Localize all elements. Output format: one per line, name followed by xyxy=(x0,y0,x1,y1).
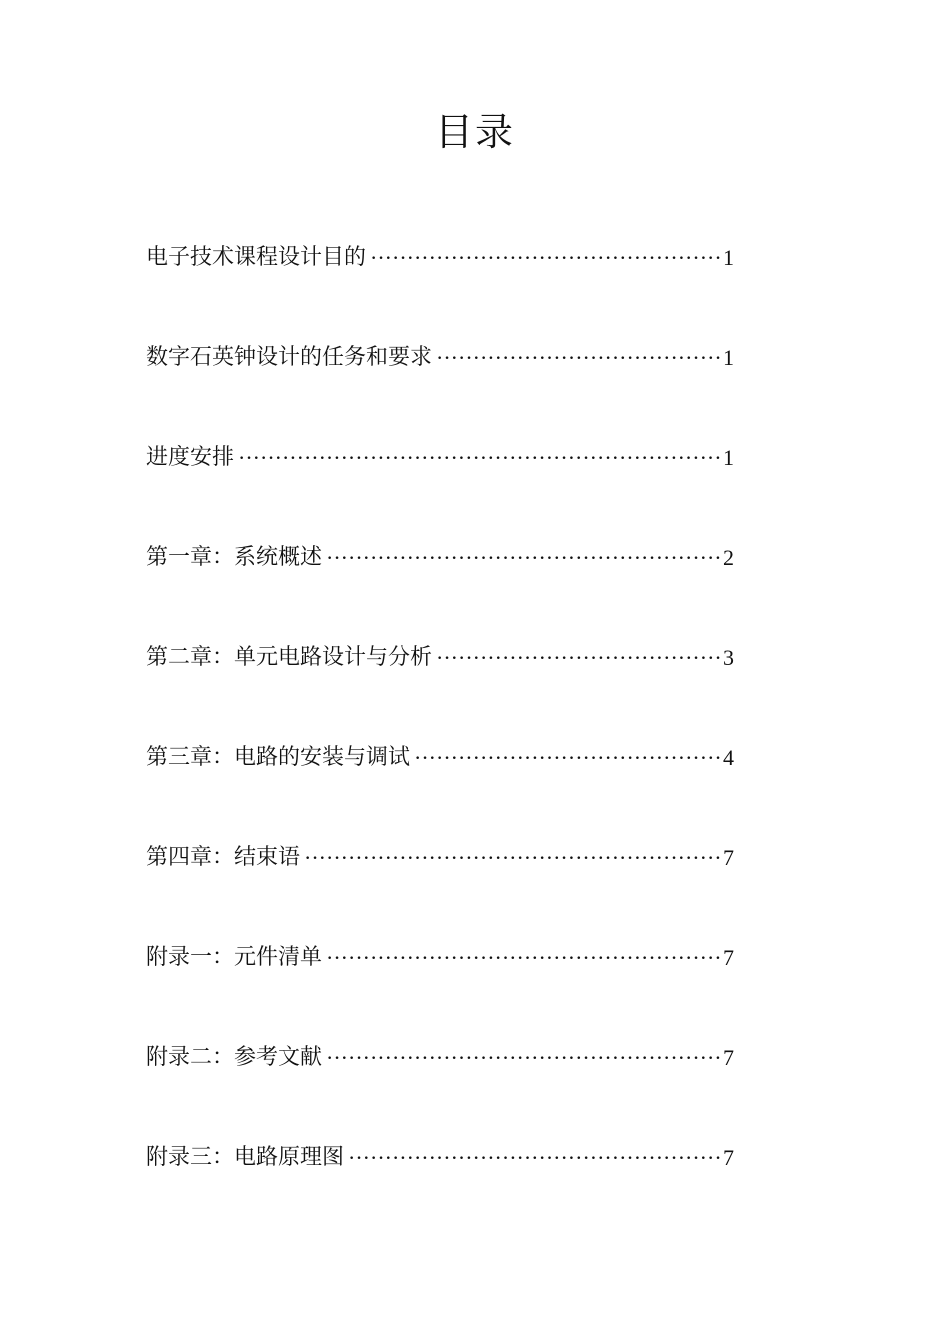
page-title: 目录 xyxy=(434,110,515,154)
toc-entry-label: 第四章：结束语 xyxy=(146,845,301,870)
toc-entry[interactable] xyxy=(146,438,734,538)
table-of-contents xyxy=(146,238,734,1238)
toc-dot-leader xyxy=(326,1038,721,1078)
toc-page-number: 7 xyxy=(723,1045,734,1070)
toc-entry[interactable] xyxy=(146,1138,734,1238)
toc-entry[interactable] xyxy=(146,538,734,638)
toc-dot-leader xyxy=(348,1138,721,1178)
toc-entry-label: 进度安排 xyxy=(146,445,235,470)
toc-entry-label: 附录一：元件清单 xyxy=(146,945,323,970)
toc-entry-label: 第三章：电路的安装与调试 xyxy=(146,745,411,770)
toc-dot-leader xyxy=(370,238,721,278)
toc-page-number: 7 xyxy=(723,1145,734,1170)
toc-page-number: 1 xyxy=(723,345,734,370)
toc-page-number: 1 xyxy=(723,445,734,470)
toc-entry-label: 附录三：电路原理图 xyxy=(146,1145,345,1170)
toc-page-number: 1 xyxy=(723,245,734,270)
toc-page-number: 7 xyxy=(723,845,734,870)
toc-entry-label: 电子技术课程设计目的 xyxy=(146,245,367,270)
toc-dot-leader xyxy=(414,738,721,778)
toc-entry-label: 第二章：单元电路设计与分析 xyxy=(146,645,433,670)
toc-dot-leader xyxy=(304,838,721,878)
toc-dot-leader xyxy=(436,338,721,378)
toc-entry[interactable] xyxy=(146,338,734,438)
toc-dot-leader xyxy=(326,938,721,978)
toc-entry[interactable] xyxy=(146,1038,734,1138)
toc-entry-label: 第一章：系统概述 xyxy=(146,545,323,570)
toc-entry[interactable] xyxy=(146,638,734,738)
toc-dot-leader xyxy=(238,438,721,478)
toc-entry-label: 附录二：参考文献 xyxy=(146,1045,323,1070)
toc-dot-leader xyxy=(326,538,721,578)
toc-entry[interactable] xyxy=(146,738,734,838)
toc-page-number: 4 xyxy=(723,745,734,770)
toc-page-number: 2 xyxy=(723,545,734,570)
toc-entry[interactable] xyxy=(146,238,734,338)
toc-page-number: 7 xyxy=(723,945,734,970)
toc-entry-label: 数字石英钟设计的任务和要求 xyxy=(146,345,433,370)
toc-dot-leader xyxy=(436,638,721,678)
toc-entry[interactable] xyxy=(146,838,734,938)
toc-page-number: 3 xyxy=(723,645,734,670)
toc-entry[interactable] xyxy=(146,938,734,1038)
